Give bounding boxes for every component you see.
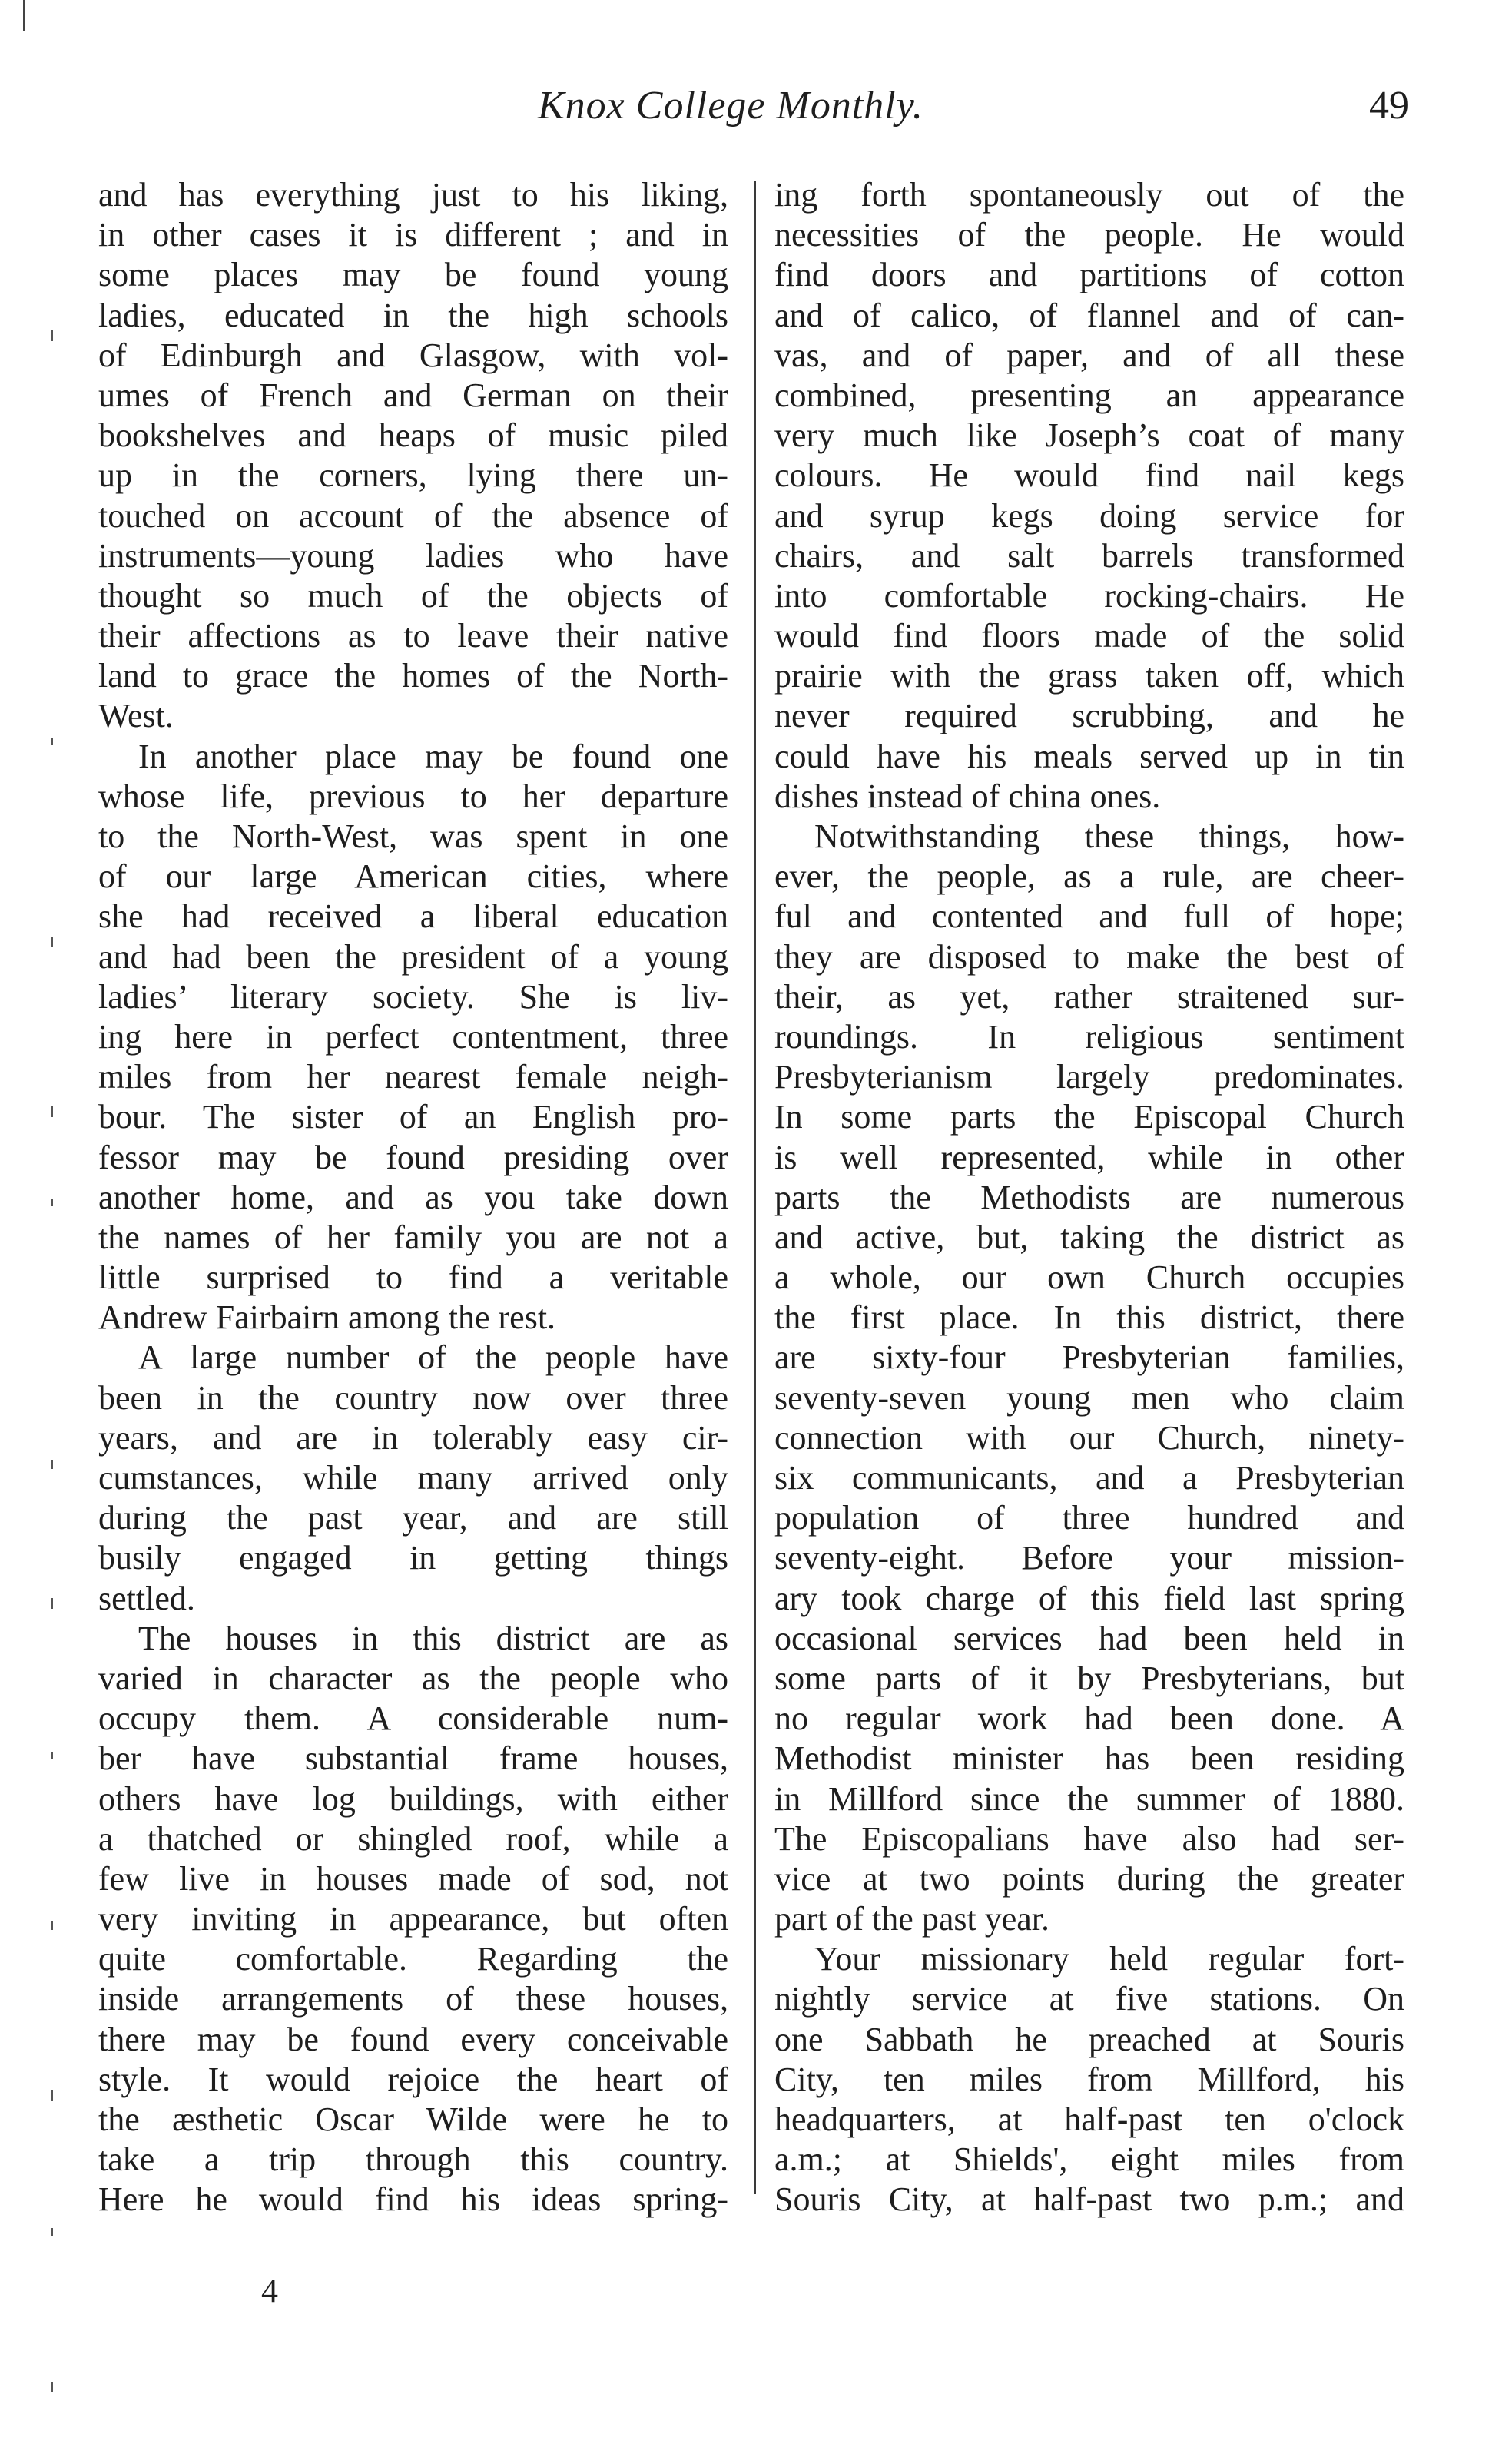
text-line: instruments—young ladies who have bbox=[98, 536, 728, 575]
text-line: In another place may be found one bbox=[138, 737, 728, 775]
text-line: a.m.; at Shields', eight miles from bbox=[774, 2140, 1404, 2179]
text-line: thought so much of the objects of bbox=[98, 576, 728, 615]
text-line: prairie with the grass taken off, which bbox=[774, 657, 1404, 695]
text-line: some places may be found young bbox=[98, 256, 728, 294]
text-line: their, as yet, rather straitened sur- bbox=[774, 977, 1404, 1016]
text-line: inside arrangements of these houses, bbox=[98, 1980, 728, 2018]
text-line: and had been the president of a young bbox=[98, 937, 728, 976]
text-line: City, ten miles from Millford, his bbox=[774, 2060, 1404, 2098]
text-line: umes of French and German on their bbox=[98, 376, 728, 414]
text-line: ladies’ literary society. She is liv- bbox=[98, 977, 728, 1016]
text-line: and of calico, of flannel and of can- bbox=[774, 296, 1404, 334]
text-line: little surprised to find a veritable bbox=[98, 1258, 728, 1297]
text-line: they are disposed to make the best of bbox=[774, 937, 1404, 976]
text-line: vas, and of paper, and of all these bbox=[774, 336, 1404, 374]
text-line: parts the Methodists are numerous bbox=[774, 1178, 1404, 1216]
text-line: Here he would find his ideas spring- bbox=[98, 2180, 728, 2219]
text-line: during the past year, and are still bbox=[98, 1499, 728, 1537]
text-line: cumstances, while many arrived only bbox=[98, 1459, 728, 1497]
text-line: connection with our Church, ninety- bbox=[774, 1418, 1404, 1457]
text-line: into comfortable rocking-chairs. He bbox=[774, 576, 1404, 615]
left-column bbox=[98, 175, 728, 2220]
text-line: ing forth spontaneously out of the bbox=[774, 176, 1404, 214]
text-line: in Millford since the summer of 1880. bbox=[774, 1779, 1404, 1818]
column-rule bbox=[754, 181, 756, 2194]
signature-mark: 4 bbox=[261, 2272, 278, 2309]
text-line: take a trip through this country. bbox=[98, 2140, 728, 2179]
text-line: the æsthetic Oscar Wilde were he to bbox=[98, 2101, 728, 2138]
text-line: Your missionary held regular fort- bbox=[814, 1940, 1404, 1978]
text-line: style. It would rejoice the heart of bbox=[98, 2060, 728, 2098]
text-line: occasional services had been held in bbox=[774, 1619, 1404, 1657]
text-line: and has everything just to his liking, bbox=[98, 176, 728, 214]
text-line: population of three hundred and bbox=[774, 1499, 1404, 1537]
text-line: and syrup kegs doing service for bbox=[774, 496, 1404, 535]
text-line: seventy-eight. Before your mission- bbox=[774, 1539, 1404, 1577]
text-line: no regular work had been done. A bbox=[774, 1699, 1404, 1738]
text-line: settled. bbox=[98, 1579, 195, 1617]
text-line: ful and contented and full of hope; bbox=[774, 897, 1404, 936]
text-line: very inviting in appearance, but often bbox=[98, 1900, 728, 1938]
text-line: and active, but, taking the district as bbox=[774, 1218, 1404, 1256]
text-line: land to grace the homes of the North- bbox=[98, 657, 728, 695]
text-line: In some parts the Episcopal Church bbox=[774, 1098, 1404, 1136]
text-line: their affections as to leave their native bbox=[98, 617, 728, 655]
text-line: nightly service at five stations. On bbox=[774, 1980, 1404, 2018]
right-column bbox=[774, 175, 1404, 2220]
text-line: of our large American cities, where bbox=[98, 857, 728, 896]
text-line: Presbyterianism largely predominates. bbox=[774, 1058, 1404, 1096]
text-line: the names of her family you are not a bbox=[98, 1218, 728, 1256]
text-line: headquarters, at half-past ten o'clock bbox=[774, 2101, 1404, 2138]
text-line: chairs, and salt barrels transformed bbox=[774, 536, 1404, 575]
text-line: touched on account of the absence of bbox=[98, 496, 728, 535]
text-line: part of the past year. bbox=[774, 1900, 1049, 1938]
text-line: are sixty-four Presbyterian families, bbox=[774, 1338, 1404, 1377]
running-head bbox=[0, 83, 1512, 144]
text-line: Andrew Fairbairn among the rest. bbox=[98, 1298, 556, 1337]
text-line: West. bbox=[98, 697, 174, 735]
text-line: few live in houses made of sod, not bbox=[98, 1859, 728, 1898]
text-line: The Episcopalians have also had ser- bbox=[774, 1819, 1404, 1858]
text-line: find doors and partitions of cotton bbox=[774, 256, 1404, 294]
text-line: fessor may be found presiding over bbox=[98, 1138, 728, 1176]
text-line: is well represented, while in other bbox=[774, 1138, 1404, 1176]
text-line: one Sabbath he preached at Souris bbox=[774, 2020, 1404, 2058]
text-line: seventy-seven young men who claim bbox=[774, 1378, 1404, 1417]
text-line: The houses in this district are as bbox=[138, 1619, 728, 1657]
text-line: others have log buildings, with either bbox=[98, 1779, 728, 1818]
text-line: the first place. In this district, there bbox=[774, 1298, 1404, 1337]
text-line: ever, the people, as a rule, are cheer- bbox=[774, 857, 1404, 896]
text-line: ary took charge of this field last spring bbox=[774, 1579, 1404, 1617]
text-line: ber have substantial frame houses, bbox=[98, 1739, 728, 1778]
text-line: been in the country now over three bbox=[98, 1378, 728, 1417]
text-line: varied in character as the people who bbox=[98, 1659, 728, 1697]
text-line: dishes instead of china ones. bbox=[774, 777, 1161, 815]
text-line: a thatched or shingled roof, while a bbox=[98, 1819, 728, 1858]
text-line: up in the corners, lying there un- bbox=[98, 456, 728, 495]
text-line: a whole, our own Church occupies bbox=[774, 1258, 1404, 1297]
text-line: Methodist minister has been residing bbox=[774, 1739, 1404, 1778]
text-line: roundings. In religious sentiment bbox=[774, 1017, 1404, 1056]
text-line: six communicants, and a Presbyterian bbox=[774, 1459, 1404, 1497]
text-line: whose life, previous to her departure bbox=[98, 777, 728, 815]
text-line: of Edinburgh and Glasgow, with vol- bbox=[98, 336, 728, 374]
text-line: she had received a liberal education bbox=[98, 897, 728, 936]
text-line: very much like Joseph’s coat of many bbox=[774, 416, 1404, 455]
text-line: Souris City, at half-past two p.m.; and bbox=[774, 2180, 1404, 2219]
text-line: to the North-West, was spent in one bbox=[98, 817, 728, 855]
text-line: quite comfortable. Regarding the bbox=[98, 1940, 728, 1978]
text-line: vice at two points during the greater bbox=[774, 1859, 1404, 1898]
text-line: another home, and as you take down bbox=[98, 1178, 728, 1216]
text-line: would find floors made of the solid bbox=[774, 617, 1404, 655]
text-line: miles from her nearest female neigh- bbox=[98, 1058, 728, 1096]
page-number: 49 bbox=[1369, 84, 1409, 128]
text-line: combined, presenting an appearance bbox=[774, 376, 1404, 414]
text-line: could have his meals served up in tin bbox=[774, 737, 1404, 775]
text-line: bour. The sister of an English pro- bbox=[98, 1098, 728, 1136]
text-line: ing here in perfect contentment, three bbox=[98, 1017, 728, 1056]
text-line: never required scrubbing, and he bbox=[774, 697, 1404, 735]
text-line: ladies, educated in the high schools bbox=[98, 296, 728, 334]
text-line: bookshelves and heaps of music piled bbox=[98, 416, 728, 455]
text-line: busily engaged in getting things bbox=[98, 1539, 728, 1577]
margin-specks bbox=[51, 154, 81, 2443]
text-line: A large number of the people have bbox=[138, 1338, 728, 1377]
text-line: some parts of it by Presbyterians, but bbox=[774, 1659, 1404, 1697]
text-line: colours. He would find nail kegs bbox=[774, 456, 1404, 495]
text-line: in other cases it is different ; and in bbox=[98, 216, 728, 254]
journal-title: Knox College Monthly. bbox=[538, 84, 923, 128]
text-line: occupy them. A considerable num- bbox=[98, 1699, 728, 1738]
text-line: Notwithstanding these things, how- bbox=[814, 817, 1404, 855]
text-line: years, and are in tolerably easy cir- bbox=[98, 1418, 728, 1457]
scan-edge-mark bbox=[23, 0, 25, 31]
text-line: necessities of the people. He would bbox=[774, 216, 1404, 254]
text-line: there may be found every conceivable bbox=[98, 2020, 728, 2058]
